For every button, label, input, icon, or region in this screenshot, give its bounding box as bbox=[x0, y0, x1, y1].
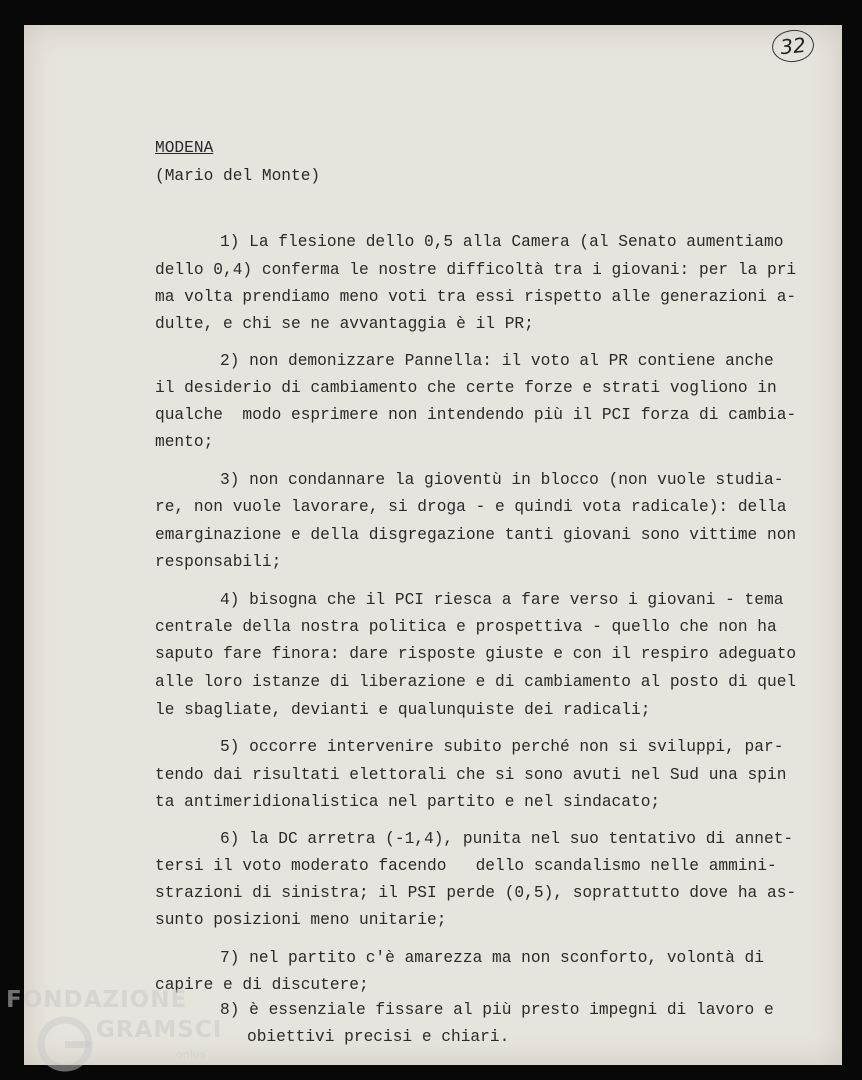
text-line: dulte, e chi se ne avvantaggia è il PR; bbox=[155, 315, 534, 333]
text-line: 4) bisogna che il PCI riesca a fare verso i giovani - tema bbox=[220, 591, 784, 609]
fondazione-gramsci-watermark bbox=[0, 975, 240, 1080]
text-line: il desiderio di cambiamento che certe forze e strati vogliono in bbox=[155, 379, 777, 397]
text-line: 7) nel partito c'è amarezza ma non sconforto, volontà di bbox=[220, 949, 764, 967]
text-line: 2) non demonizzare Pannella: il voto al PR contiene anche bbox=[220, 352, 774, 370]
text-line: strazioni di sinistra; il PSI perde (0,5), soprattutto dove ha as- bbox=[155, 884, 797, 902]
text-line: 3) non condannare la gioventù in blocco (non vuole studia- bbox=[220, 471, 784, 489]
text-line: 6) la DC arretra (-1,4), punita nel suo tentativo di annet- bbox=[220, 830, 794, 848]
text-line: tersi il voto moderato facendo dello scandalismo nelle ammini- bbox=[155, 857, 777, 875]
text-line: responsabili; bbox=[155, 553, 282, 571]
text-line: le sbagliate, devianti e qualunquiste dei radicali; bbox=[155, 701, 651, 719]
text-line: 1) La flesione dello 0,5 alla Camera (al Senato aumentiamo bbox=[220, 233, 784, 251]
text-line: 5) occorre intervenire subito perché non si sviluppi, par- bbox=[220, 738, 784, 756]
text-line: centrale della nostra politica e prospettiva - quello che non ha bbox=[155, 618, 777, 636]
text-line: capire e di discutere; bbox=[155, 976, 369, 994]
document-title: MODENA bbox=[155, 139, 214, 157]
text-line: tendo dai risultati elettorali che si sono avuti nel Sud una spin bbox=[155, 766, 787, 784]
text-line: obiettivi precisi e chiari. bbox=[247, 1028, 510, 1046]
text-line: saputo fare finora: dare risposte giuste e con il respiro adeguato bbox=[155, 645, 797, 663]
gramsci-logo-icon bbox=[36, 1015, 94, 1073]
text-line: emarginazione e della disgregazione tanti giovani sono vittime non bbox=[155, 526, 797, 544]
text-line: ma volta prendiamo meno voti tra essi rispetto alle generazioni a- bbox=[155, 288, 797, 306]
text-line: ta antimeridionalistica nel partito e nel sindacato; bbox=[155, 793, 661, 811]
text-line: 8) è essenziale fissare al più presto impegni di lavoro e bbox=[220, 1001, 774, 1019]
text-line: dello 0,4) conferma le nostre difficoltà tra i giovani: per la pri bbox=[155, 261, 797, 279]
watermark-line-1: FONDAZIONE bbox=[6, 987, 188, 1013]
document-page bbox=[24, 25, 842, 1065]
text-line: qualche modo esprimere non intendendo più il PCI forza di cambia- bbox=[155, 406, 797, 424]
page-number-stamp: 32 bbox=[770, 28, 815, 64]
watermark-line-2: GRAMSCI bbox=[96, 1017, 223, 1043]
text-line: alle loro istanze di liberazione e di cambiamento al posto di quel bbox=[155, 673, 797, 691]
text-line: re, non vuole lavorare, si droga - e quindi vota radicale): della bbox=[155, 498, 787, 516]
text-line: sunto posizioni meno unitarie; bbox=[155, 911, 447, 929]
document-author: (Mario del Monte) bbox=[155, 167, 321, 185]
text-line: mento; bbox=[155, 433, 214, 451]
watermark-line-3: onlus bbox=[176, 1048, 206, 1061]
